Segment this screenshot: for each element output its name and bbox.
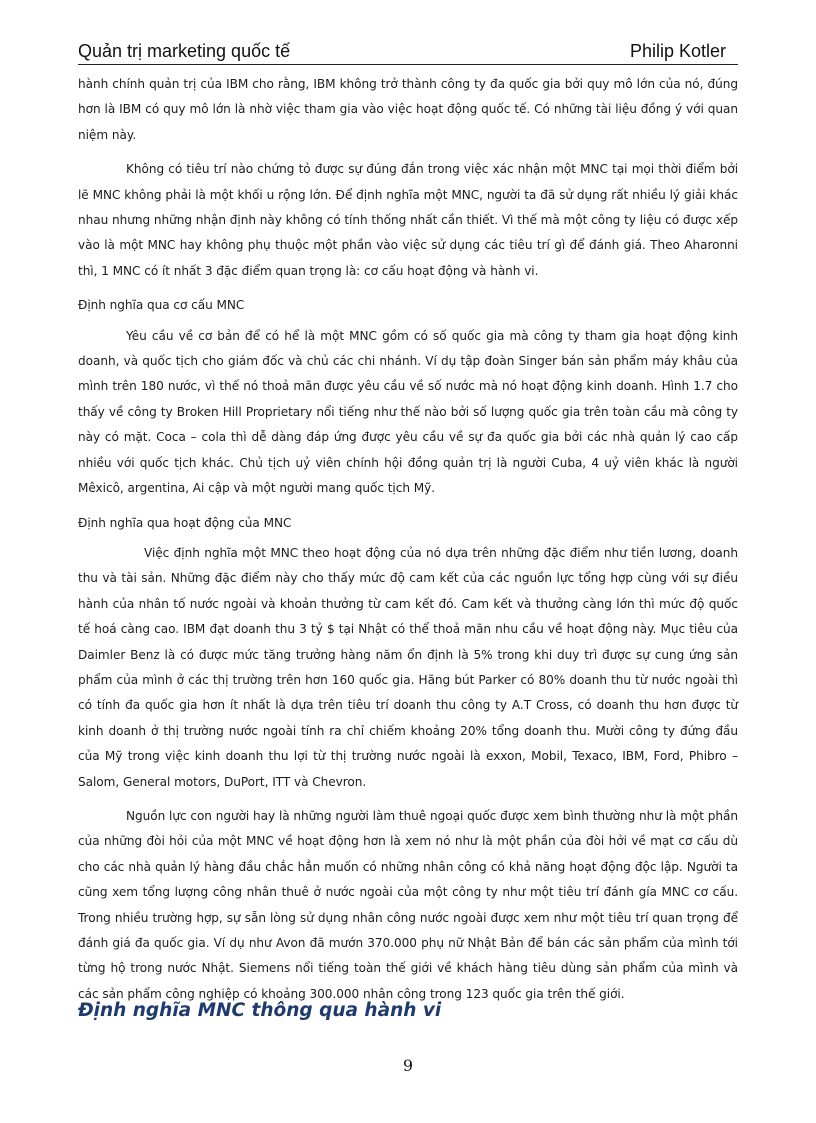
header-author: Philip Kotler (629, 41, 726, 61)
subheading-activity: Định nghĩa qua hoạt động của MNC (78, 515, 292, 530)
paragraph-mnc-criteria: Không có tiêu trí nào chứng tỏ được sự đúng đắn trong việc xác nhận một MNC tại mọi thời điểm bởi lẽ MNC không phải là một khối u rộng lớn. Để định nghĩa một MNC, người ta đã sử dụng rất nhiều lý giải khác nhau nhưng những nhận định này không có tính thống nhất cần thiết. Vì thế mà một công ty liệu có được xếp vào là một MNC hay không phụ thuộc một phần vào việc sử dụng các tiêu trí gì để đánh giá. Theo Aharonni thì, 1 MNC có ít nhất 3 đặc điểm quan trọng là: cơ cấu hoạt động và hành vi. (78, 162, 738, 278)
subheading-structure: Định nghĩa qua cơ cấu MNC (78, 298, 245, 313)
page-number: 9 (402, 1056, 414, 1075)
section-title: Định nghĩa MNC thông qua hành vi (78, 1000, 442, 1021)
page-header (78, 36, 726, 62)
paragraph-continuation: hành chính quản trị của IBM cho rằng, IBM không trở thành công ty đa quốc gia bởi quy mô lớn của nó, đúng hơn là IBM có quy mô lớn là nhờ việc tham gia vào việc hoạt động quốc tế. Có những tài liệu đồng ý với quan niệm này. (78, 77, 738, 142)
paragraph-activity: Việc định nghĩa một MNC theo hoạt động của nó dựa trên những đặc điểm như tiền lương, doanh thu và tài sản. Những đặc điểm này cho thấy mức độ cam kết của các nguồn lực tổng hợp cùng với sự điều hành của nhân tố nước ngoài và khoản thưởng từ cam kết đó. Cam kết và thưởng càng lớn thì mức độ quốc tế hoá càng cao. IBM đạt doanh thu 3 tỷ $ tại Nhật có thể thoả mãn nhu cầu về hoạt động này. Mục tiêu của Daimler Benz là có được mức tăng trưởng hàng năm ổn định là 5% trong khi duy trì được sự cung ứng sản phẩm của mình ở các thị trường trên hơn 160 quốc gia. Hãng bút Parker có 80% doanh thu từ nước ngoài thì có tính đa quốc gia hơn ít nhất là dựa trên tiêu trí doanh thu công ty A.T Cross, có doanh thu hơn được từ kinh doanh ở thị trường nước ngoài tính ra chỉ chiếm khoảng 20% tổng doanh thu. Mười công ty đứng đầu của Mỹ trong việc kinh doanh thu lợi từ thị trường nước ngoài là exxon, Mobil, Texaco, IBM, Ford, Phibro – Salom, General motors, DuPort, ITT và Chevron. (78, 545, 738, 789)
paragraph-human-resources: Nguồn lực con người hay là những người làm thuê ngoại quốc được xem bình thường như là một phần của những đòi hỏi của một MNC về hoạt động hơn là xem nó như là một phần của đòi hởi về mạt cơ cấu dù cho các nhà quản lý hàng đầu chắc hẳn muốn có những nhân công có khả năng hoạt động độc lập. Người ta cũng xem tổng lượng công nhân thuê ở nước ngoài của một công ty như một tiêu trí đánh gía MNC cơ cấu. Trong nhiều trường hợp, sự sẵn lòng sử dụng nhân công nước ngoài được xem như một tiêu trí quan trọng để đánh giá đa quốc gia. Ví dụ như Avon đã mướn 370.000 phụ nữ Nhật Bản để bán các sản phẩm của mình tới từng hộ trong nước Nhật. Siemens nổi tiếng toàn thế giới về khách hàng tiêu dùng sản phẩm của mình và các sản phẩm công nghiệp có khoảng 300.000 nhân công trong 123 quốc gia trên thế giới. (78, 808, 738, 1001)
paragraph-structure: Yêu cầu về cơ bản để có hể là một MNC gồm có số quốc gia mà công ty tham gia hoạt động kinh doanh, và quốc tịch cho giám đốc và chủ các chi nhánh. Ví dụ tập đoàn Singer bán sản phẩm máy khâu của mình trên 180 nước, vì thế nó thoả mãn được yêu cầu về số nước mà nó hoạt động kinh doanh. Hình 1.7 cho thấy về công ty Broken Hill Proprietary nổi tiếng như thế nào bởi số lượng quốc gia trên toàn cầu mà công ty này có mặt. Coca – cola thì dễ dàng đáp ứng được yêu cầu về sự đa quốc gia bởi các nhà quản lý cao cấp nhiều với quốc tịch khác. Chủ tịch uỷ viên chính hội đồng quản trị là người Cuba, 4 uỷ viên khác là người Mêxicô, argentina, Ai cập và một người mang quốc tịch Mỹ. (78, 328, 738, 496)
header-title: Quản trị marketing quốc tế (78, 41, 291, 61)
document-body (78, 72, 738, 1016)
header-rule (78, 64, 738, 65)
